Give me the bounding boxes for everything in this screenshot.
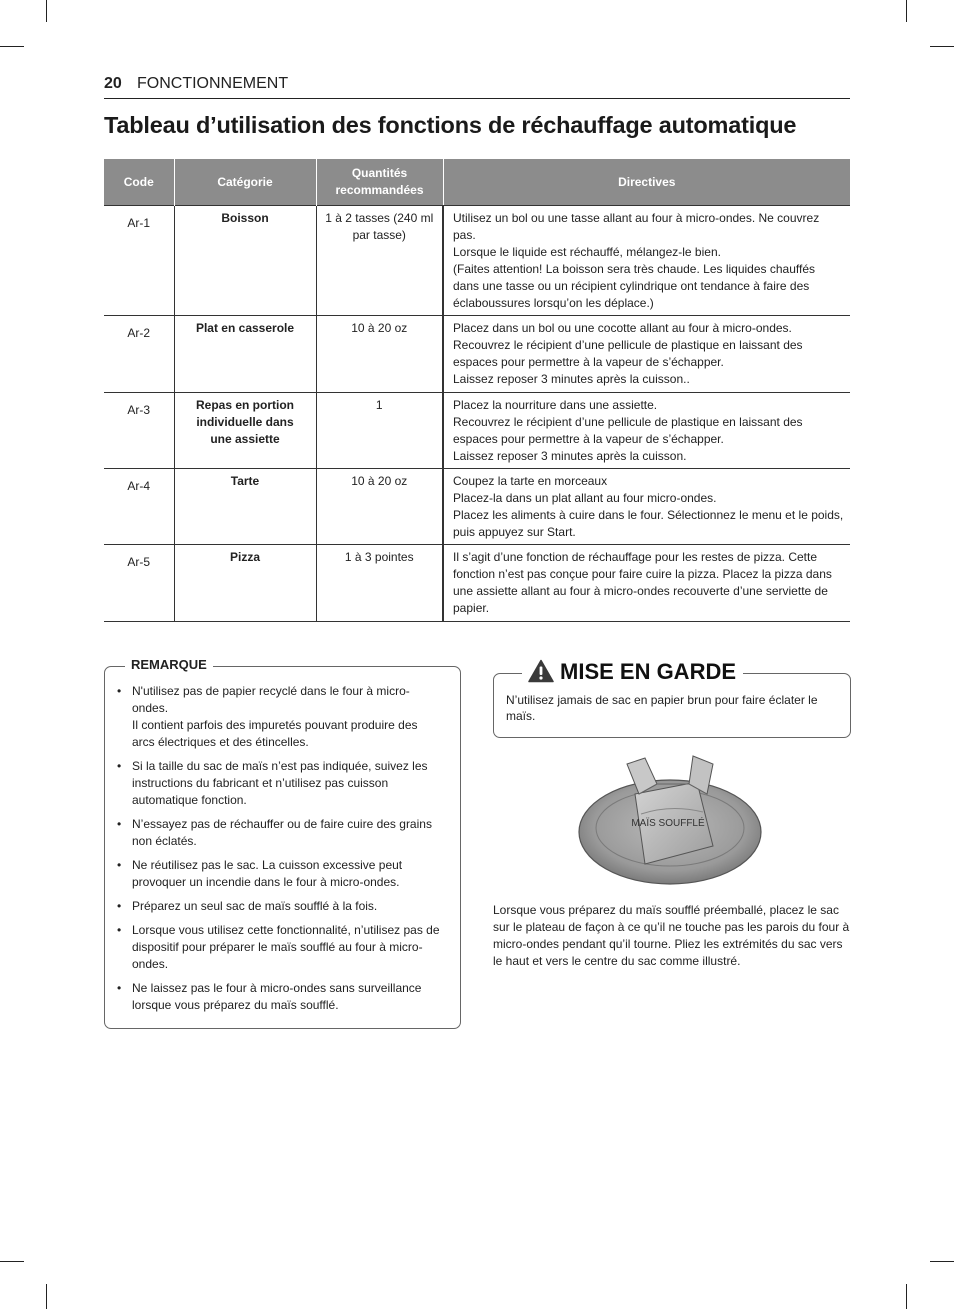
caution-heading — [522, 657, 743, 687]
note-text: Ne laissez pas le four à micro-ondes sans surveillance lorsque vous préparez du maïs soufflé. — [132, 981, 422, 1012]
note-list — [117, 683, 443, 1021]
row-directions: Placez la nourriture dans une assiette. Recouvrez le récipient d’une pellicule de plastique en laissant des espaces pour permettre à la vapeur de s’échapper. Laissez reposer 3 minutes après la cuisson. — [453, 398, 803, 463]
list-item — [117, 683, 443, 751]
table-row — [104, 206, 850, 316]
row-directions: Coupez la tarte en morceaux Placez-la dans un plat allant au four micro-ondes. Placez les aliments à cuire dans le four. Sélectionnez le menu et le poids, puis appuyez sur Start. — [453, 474, 844, 539]
header-directions: Directives — [443, 159, 850, 206]
row-code: Ar-2 — [127, 326, 151, 340]
row-quantity: 10 à 20 oz — [351, 474, 408, 488]
warning-triangle-icon — [528, 659, 554, 688]
row-category: Repas en portion individuelle dans une assiette — [195, 398, 294, 446]
bullet: • — [117, 684, 122, 698]
row-code: Ar-4 — [127, 479, 151, 493]
page-number: 20 — [104, 75, 122, 92]
table-row — [104, 316, 850, 393]
row-directions: Il s’agit d’une fonction de réchauffage pour les restes de pizza. Cette fonction n’est pas conçue pour faire cuire la pizza. Placez la pizza dans une assiette allant au four à micro-ondes recouverte d’une serviette de papier. — [453, 550, 832, 615]
note-text: Préparez un seul sac de maïs soufflé à la fois. — [132, 899, 378, 913]
row-category: Plat en casserole — [195, 321, 295, 335]
note-text: Ne réutilisez pas le sac. La cuisson excessive peut provoquer un incendie dans le four à micro-ondes. — [132, 858, 403, 889]
header-quantity: Quantités recommandées — [316, 159, 443, 206]
crop-mark — [0, 46, 24, 47]
instruction-paragraph: Lorsque vous préparez du maïs soufflé préemballé, placez le sac sur le plateau de façon à ce qu’il ne touche pas les parois du four à micro-ondes pendant qu’il tourne. Pliez les extrémités du sac vers le haut et vers le centre du sac comme illustré. — [493, 903, 850, 968]
bullet: • — [117, 759, 122, 773]
row-category: Boisson — [221, 211, 269, 225]
row-category: Pizza — [229, 550, 260, 564]
crop-mark — [46, 0, 47, 22]
crop-mark — [930, 46, 954, 47]
crop-mark — [906, 0, 907, 22]
row-quantity: 10 à 20 oz — [351, 321, 408, 335]
bullet: • — [117, 899, 122, 913]
crop-mark — [906, 1284, 907, 1309]
list-item — [117, 922, 443, 973]
note-text: Si la taille du sac de maïs n’est pas indiquée, suivez les instructions du fabricant et n’utilisez pas cuisson automatique fonction. — [132, 759, 428, 807]
illustration-label: MAÏS SOUFFLÉ — [631, 818, 705, 829]
crop-mark — [0, 1261, 24, 1262]
row-code: Ar-3 — [127, 403, 151, 417]
row-code: Ar-5 — [127, 555, 151, 569]
bullet: • — [117, 981, 122, 995]
caution-label: MISE EN GARDE — [560, 659, 737, 684]
note-label: REMARQUE — [125, 657, 213, 672]
page-header — [104, 72, 850, 99]
crop-mark — [46, 1284, 47, 1309]
bullet: • — [117, 923, 122, 937]
table-header-row — [104, 159, 850, 206]
row-quantity: 1 — [375, 398, 383, 412]
list-item — [117, 857, 443, 891]
header-category: Catégorie — [174, 159, 316, 206]
row-category: Tarte — [230, 474, 260, 488]
row-directions: Utilisez un bol ou une tasse allant au four à micro-ondes. Ne couvrez pas. Lorsque le liquide est réchauffé, mélangez-le bien. (Faites attention! La boisson sera très chaude. Les liquides chauffés dans une tasse ou un récipient cylindrique ont tendance à faire des éclaboussures lorsqu’on les déplace.) — [453, 211, 820, 310]
table-row — [104, 545, 850, 622]
note-text: N'utilisez pas de papier recyclé dans le four à micro-ondes. Il contient parfois des impuretés pouvant produire des arcs électriques et des étincelles. — [132, 684, 418, 749]
bullet: • — [117, 817, 122, 831]
list-item — [117, 898, 443, 915]
row-quantity: 1 à 2 tasses (240 ml par tasse) — [325, 211, 434, 242]
table-row — [104, 469, 850, 545]
reheat-table — [104, 159, 850, 622]
list-item — [117, 816, 443, 850]
note-text: Lorsque vous utilisez cette fonctionnalité, n’utilisez pas de dispositif pour préparer le maïs soufflé au four à micro-ondes. — [132, 923, 440, 971]
list-item — [117, 980, 443, 1014]
note-box — [104, 666, 461, 1029]
page-title: Tableau d’utilisation des fonctions de réchauffage automatique — [104, 112, 797, 138]
header-code: Code — [104, 159, 174, 206]
row-quantity: 1 à 3 pointes — [344, 550, 414, 564]
row-directions: Placez dans un bol ou une cocotte allant au four à micro-ondes. Recouvrez le récipient d’une pellicule de plastique en laissant des espaces pour permettre à la vapeur de s’échapper. Laissez reposer 3 minutes après la cuisson.. — [453, 321, 803, 386]
table-row — [104, 393, 850, 469]
note-text: N’essayez pas de réchauffer ou de faire cuire des grains non éclatés. — [132, 817, 432, 848]
section-title: FONCTIONNEMENT — [137, 75, 289, 92]
caution-text: N’utilisez jamais de sac en papier brun pour faire éclater le maïs. — [506, 693, 818, 723]
row-code: Ar-1 — [127, 216, 151, 230]
bullet: • — [117, 858, 122, 872]
list-item — [117, 758, 443, 809]
crop-mark — [930, 1261, 954, 1262]
